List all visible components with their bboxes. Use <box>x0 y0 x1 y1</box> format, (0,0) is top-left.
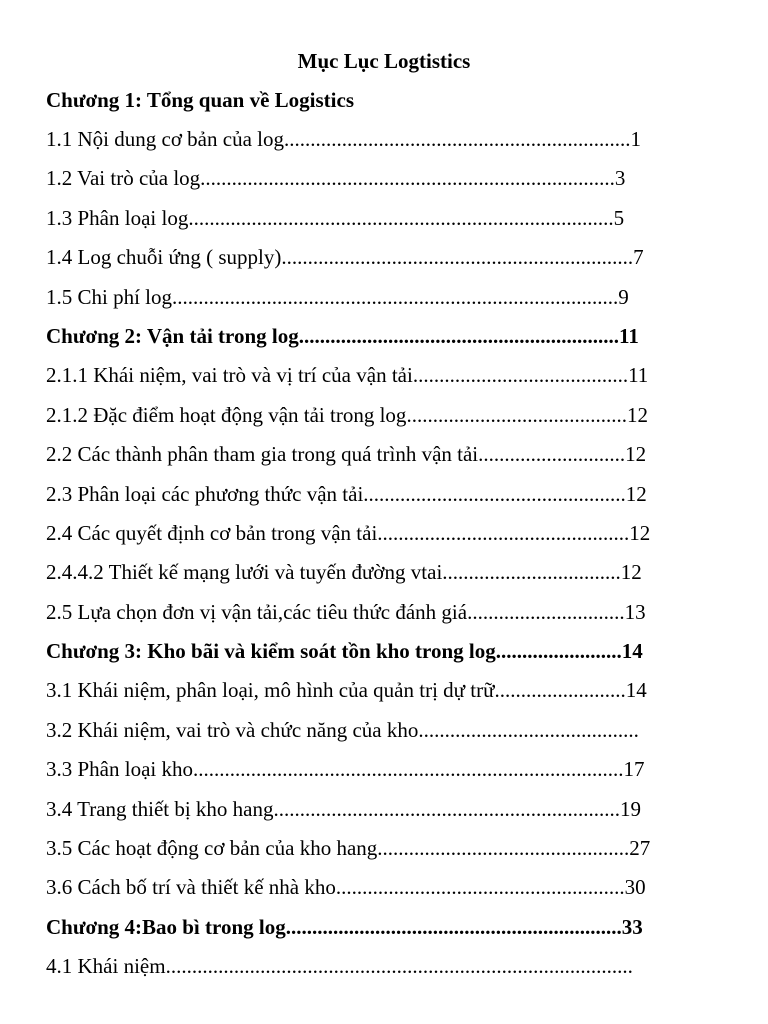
toc-entry <box>46 243 706 282</box>
toc-page-number: 19 <box>620 796 642 821</box>
toc-page-number: 12 <box>625 442 647 467</box>
toc-entry <box>46 755 706 794</box>
toc-entry-text: 2.1.2 Đặc điểm hoạt động vận tải trong log <box>46 402 407 427</box>
toc-page-number: 11 <box>628 363 649 388</box>
toc-leader-dots: ................................................ <box>377 520 630 545</box>
toc-leader-dots: ............................ <box>478 442 626 467</box>
toc-leader-dots: ......................... <box>494 678 626 703</box>
toc-leader-dots: ..................................................................................... <box>172 284 619 309</box>
toc-entry-text: 3.3 Phân loại kho <box>46 757 193 782</box>
toc-leader-dots: .......................................... <box>406 402 627 427</box>
toc-page-number: 14 <box>625 678 647 703</box>
toc-entry-text: 1.3 Phân loại log <box>46 205 189 230</box>
toc-page-number: 9 <box>618 284 629 309</box>
toc-page-number: 13 <box>624 599 646 624</box>
toc-chapter-entry <box>46 637 706 676</box>
toc-entry <box>46 834 706 873</box>
toc-entry-text: 3.4 Trang thiết bị kho hang <box>46 796 274 821</box>
toc-page-number: 33 <box>621 914 643 939</box>
toc-page-number: 1 <box>630 127 641 151</box>
toc-entry-text: 2.4 Các quyết định cơ bản trong vận tải <box>46 520 378 545</box>
toc-page-number: 27 <box>629 836 651 861</box>
toc-entry <box>46 361 706 400</box>
toc-page-number: 11 <box>619 323 639 348</box>
toc-entry <box>46 480 706 519</box>
toc-leader-dots: .......................................... <box>418 717 639 742</box>
toc-leader-dots: ................................................................... <box>281 245 634 270</box>
toc-entry <box>46 558 706 597</box>
toc-page-number: 3 <box>614 166 626 191</box>
chapter-1-heading: Chương 1: Tổng quan về Logistics <box>46 88 354 112</box>
toc-entry-text: 1.5 Chi phí log <box>46 284 173 309</box>
toc-entry <box>46 401 706 440</box>
toc-page-number: 12 <box>629 520 651 545</box>
toc-entry-text: 1.1 Nội dung cơ bản của log <box>46 127 284 151</box>
toc-entry-text: 3.2 Khái niệm, vai trò và chức năng của kho <box>46 717 419 742</box>
toc-leader-dots: .................................................................. <box>273 796 621 821</box>
toc-entry <box>46 873 706 912</box>
toc-entry-text: 3.6 Cách bố trí và thiết kế nhà kho <box>46 875 336 900</box>
toc-leader-dots: ............................................................. <box>298 323 619 348</box>
toc-leader-dots: ......................................................................................... <box>165 954 633 979</box>
toc-leader-dots: ............................................................................... <box>200 166 615 191</box>
toc-chapter-entry <box>46 913 706 952</box>
toc-leader-dots: .................................................................. <box>283 127 631 151</box>
toc-entry-text: 2.1.1 Khái niệm, vai trò và vị trí của vận tải <box>46 363 413 388</box>
toc-leader-dots: .............................. <box>467 599 625 624</box>
toc-leader-dots: ................................................ <box>377 836 630 861</box>
toc-entry <box>46 795 706 834</box>
toc-page-number: 7 <box>633 245 644 270</box>
toc-leader-dots: .................................. <box>442 560 621 585</box>
toc-page-number: 17 <box>623 757 645 782</box>
toc-entry <box>46 519 706 558</box>
toc-leader-dots: ....................................................... <box>335 875 625 900</box>
toc-title: Mục Lục Logtistics <box>297 49 471 73</box>
toc-entry <box>46 676 706 715</box>
toc-leader-dots: ......................................... <box>412 363 629 388</box>
toc-page-number: 5 <box>613 205 625 230</box>
toc-entry-text: Chương 4:Bao bì trong log <box>46 914 286 939</box>
toc-entry-text: 2.5 Lựa chọn đơn vị vận tải,các tiêu thức đánh giá <box>46 599 468 624</box>
toc-entry-text: 1.2 Vai trò của log <box>46 166 201 191</box>
toc-entry-text: Chương 3: Kho bãi và kiểm soát tồn kho trong log <box>46 639 496 664</box>
toc-entry <box>46 716 706 755</box>
toc-entry-text: Chương 2: Vận tải trong log <box>46 323 299 348</box>
toc-leader-dots: .................................................................................. <box>193 757 624 782</box>
toc-leader-dots: ................................................................................. <box>188 205 614 230</box>
toc-entry-text: 2.3 Phân loại các phương thức vận tải <box>46 481 364 506</box>
toc-entry-text: 3.5 Các hoạt động cơ bản của kho hang <box>46 836 378 861</box>
toc-leader-dots: .................................................. <box>363 481 626 506</box>
toc-entry-text: 4.1 Khái niệm <box>46 954 166 979</box>
toc-entry <box>46 125 706 164</box>
toc-page-number: 12 <box>625 481 647 506</box>
toc-page-number: 30 <box>624 875 646 900</box>
toc-entry-text: 2.2 Các thành phân tham gia trong quá trình vận tải <box>46 442 479 467</box>
toc-entry-text: 3.1 Khái niệm, phân loại, mô hình của quản trị dự trữ <box>46 678 495 703</box>
toc-leader-dots: ................................................................ <box>285 914 622 939</box>
toc-leader-dots: ........................ <box>495 639 622 664</box>
toc-entry <box>46 283 706 322</box>
toc-page-number: 14 <box>621 639 643 664</box>
toc-list <box>46 125 706 992</box>
toc-entry <box>46 440 706 479</box>
toc-entry <box>46 204 706 243</box>
toc-entry-text: 1.4 Log chuỗi ứng ( supply) <box>46 245 282 270</box>
toc-page-number: 12 <box>620 560 642 585</box>
toc-entry <box>46 164 706 203</box>
toc-chapter-entry <box>46 322 706 361</box>
toc-entry <box>46 598 706 637</box>
toc-entry-text: 2.4.4.2 Thiết kế mạng lưới và tuyến đường vtai <box>46 560 443 585</box>
toc-page-number: 12 <box>626 402 648 427</box>
toc-entry <box>46 952 706 991</box>
